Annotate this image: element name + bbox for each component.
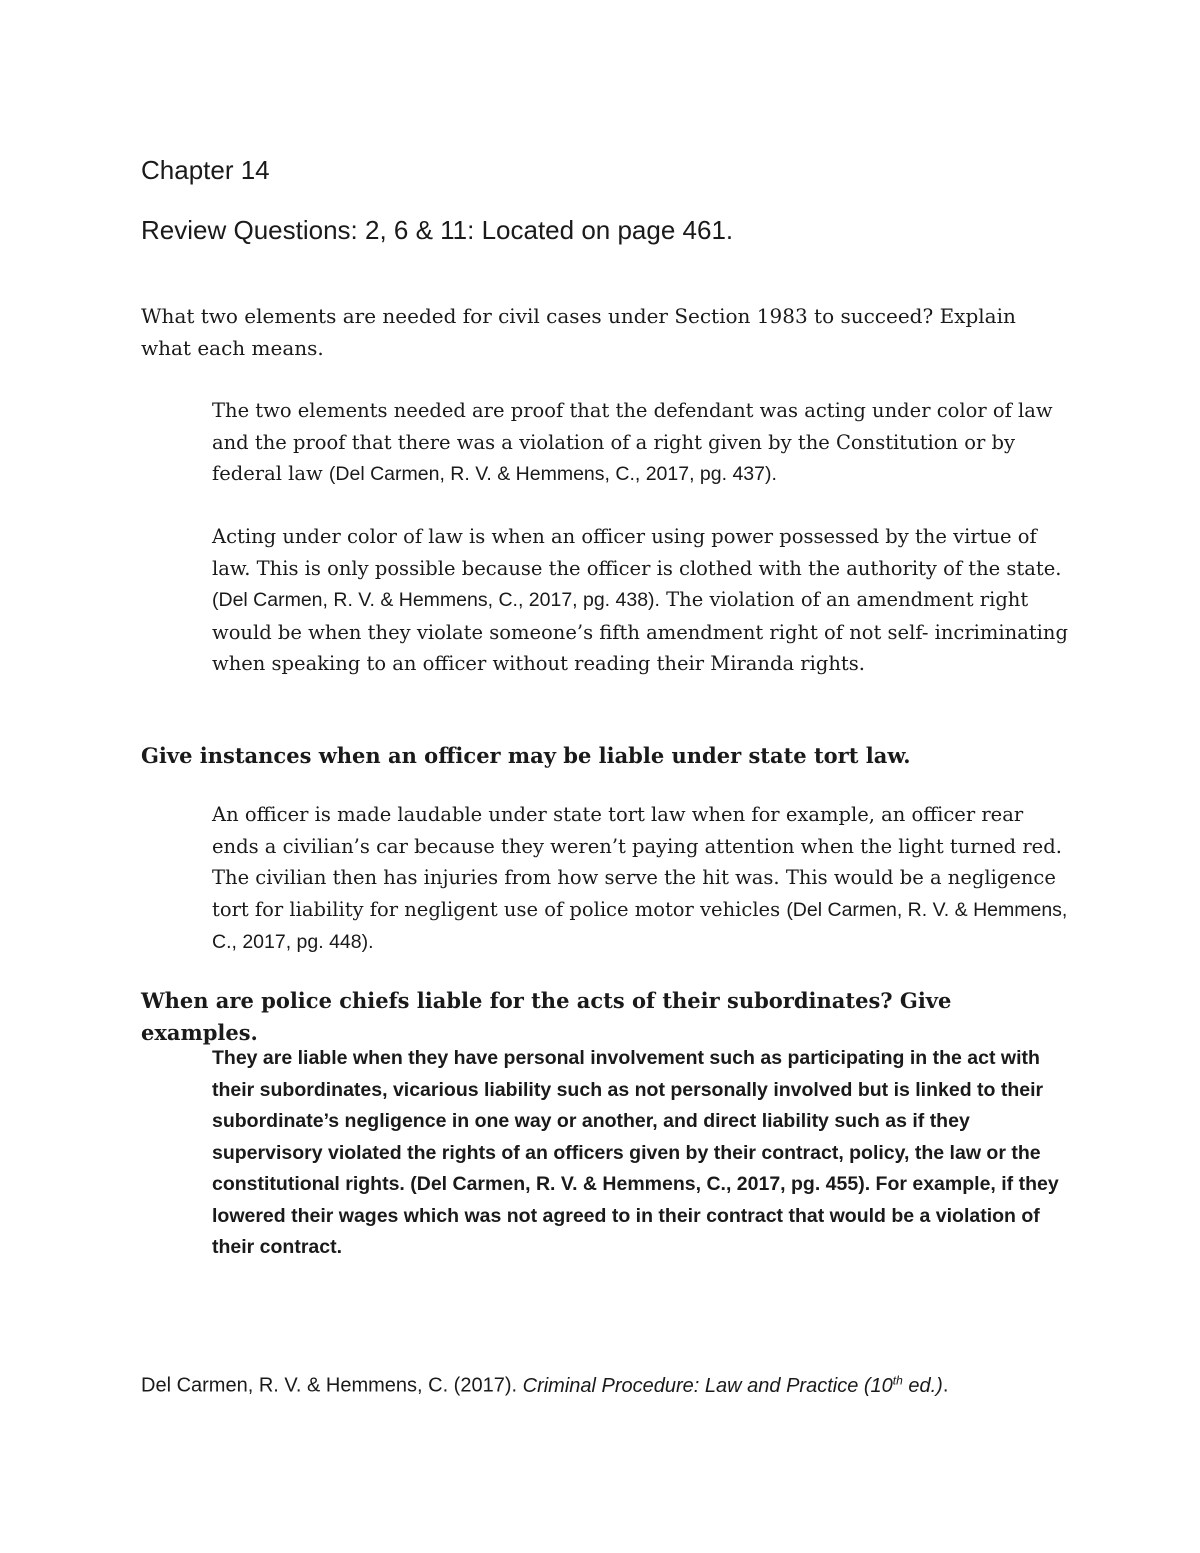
citation: (Del Carmen, R. V. & Hemmens, C., 2017, pg. 448). — [212, 898, 1068, 953]
answer-text: They are liable when they have personal involvement such as participating in the act with their subordinates, vicarious liability such as not personally involved but is linked to their subordinate’s negligence in one way or another, and direct liability such as if they supervisory violated the rights of an officers given by their contract, policy, the law or the constitutional rights. (Del Carmen, R. V. & Hemmens, C., 2017, pg. 455). For example, if they lowered their wages which was not agreed to in their contract that would be a violation of their contract. — [212, 1047, 1059, 1258]
citation: (Del Carmen, R. V. & Hemmens, C., 2017, pg. 438). — [212, 589, 660, 611]
reference-title-end: ed.) — [902, 1374, 943, 1397]
answer-1-paragraph-1 — [212, 395, 1072, 491]
reference-title-text: Criminal Procedure: Law and Practice (10 — [522, 1374, 893, 1397]
reference-title — [523, 1375, 943, 1397]
question-1: What two elements are needed for civil cases under Section 1983 to succeed? Explain what each means. — [141, 304, 1016, 360]
answer-text: Acting under color of law is when an officer using power possessed by the virtue of law. This is only possible because the officer is clothed with the authority of the state. — [212, 525, 1062, 580]
answer-text: An officer is made laudable under state tort law when for example, an officer rear ends a civilian’s car because they weren’t paying attention when the light turned red. The civilian then has injuries from how serve the hit was. This would be a negligence tort for liability for negligent use of police motor vehicles — [212, 803, 1062, 921]
answer-text: The two elements needed are proof that the defendant was acting under color of law and the proof that there was a violation of a right given by the Constitution or by federal law — [212, 399, 1053, 485]
review-questions-heading: Review Questions: 2, 6 & 11: Located on page 461. — [141, 215, 734, 245]
reference-superscript: th — [892, 1373, 903, 1387]
reference-authors: Del Carmen, R. V. & Hemmens, C. (2017). — [141, 1374, 518, 1397]
answer-2-paragraph-1 — [212, 799, 1072, 959]
question-3: When are police chiefs liable for the acts of their subordinates? Give examples. — [141, 988, 952, 1045]
answer-1-paragraph-2 — [212, 521, 1072, 680]
citation: (Del Carmen, R. V. & Hemmens, C., 2017, pg. 437). — [328, 463, 777, 485]
reference-entry — [141, 1373, 948, 1398]
answer-3-paragraph-1 — [212, 1043, 1082, 1264]
question-2: Give instances when an officer may be liable under state tort law. — [141, 743, 911, 768]
reference-end: . — [942, 1374, 949, 1397]
answer-text-continued: The violation of an amendment right would be when they violate someone’s fifth amendment right of not self- incriminating when speaking to an officer without reading their Miranda rights. — [212, 588, 1068, 675]
chapter-title: Chapter 14 — [141, 155, 270, 185]
